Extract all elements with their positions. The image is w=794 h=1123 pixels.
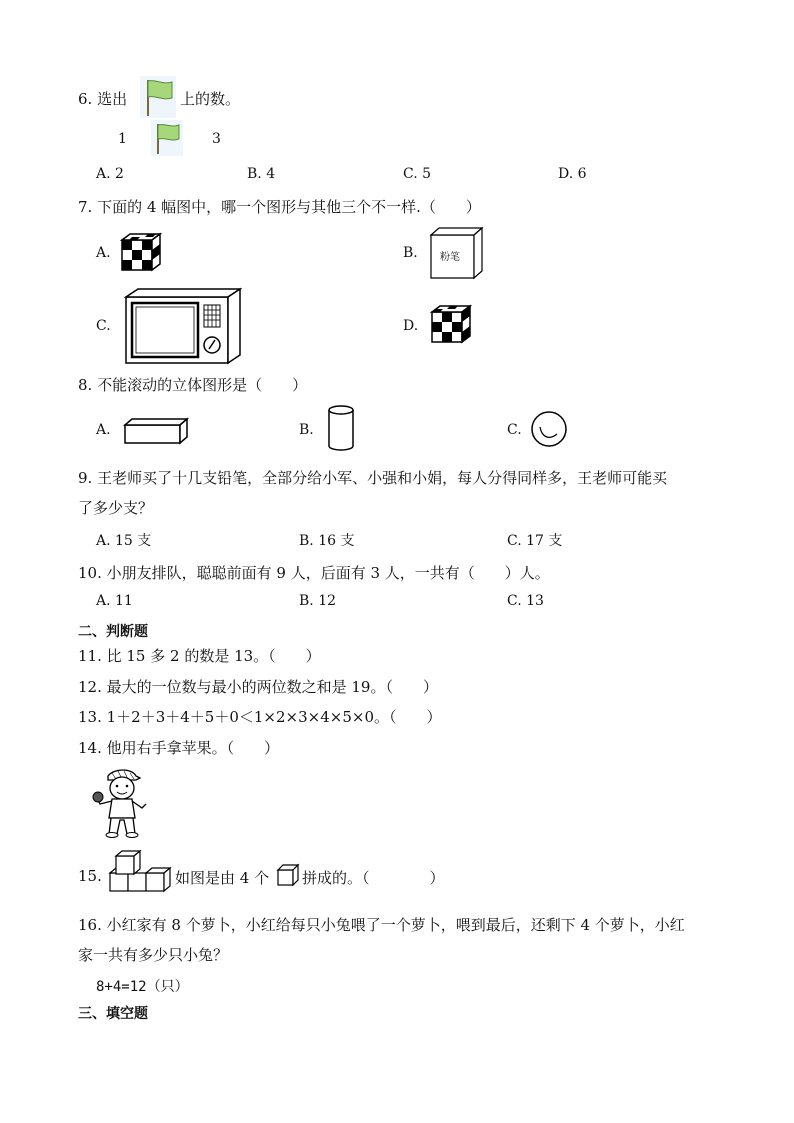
q10-stem: 10. 小朋友排队，聪聪前面有 9 人，后面有 3 人，一共有（ ）人。 [78, 564, 550, 582]
q6-left-number: 1 [118, 131, 127, 147]
rubiks-cube-icon [430, 304, 474, 344]
q10-option-a[interactable]: A. 11 [96, 593, 133, 609]
q7-label-c[interactable]: C. [96, 318, 111, 334]
q9-stem-line2: 了多少支？ [78, 499, 154, 517]
rubiks-cube-icon [120, 232, 164, 272]
q13-stem: 13. 1＋2＋3＋4＋5＋0＜1×2×3×4×5×0。（ ） [78, 708, 442, 726]
q9-option-a[interactable]: A. 15 支 [96, 533, 152, 549]
q14-stem: 14. 他用右手拿苹果。（ ） [78, 739, 280, 757]
q12-stem: 12. 最大的一位数与最小的两位数之和是 19。（ ） [78, 678, 438, 696]
section-heading-judgment: 二、判断题 [78, 624, 148, 640]
q6-option-a[interactable]: A. 2 [96, 166, 124, 182]
q7-stem: 7. 下面的 4 幅图中，哪一个图形与其他三个不一样.（ ） [78, 198, 481, 216]
chalk-box-label: 粉笔 [440, 252, 460, 263]
q8-label-c[interactable]: C. [507, 422, 522, 438]
q7-label-a[interactable]: A. [96, 245, 111, 261]
cubes-figure-icon [108, 853, 174, 893]
flag-icon [140, 76, 176, 118]
q16-stem-line2: 家一共有多少只小兔？ [78, 946, 229, 964]
q8-stem: 8. 不能滚动的立体图形是（ ） [78, 376, 308, 394]
q15-number: 15. [78, 867, 102, 885]
q6-stem-before: 6. 选出 [78, 90, 128, 108]
q10-option-b[interactable]: B. 12 [299, 593, 337, 609]
q7-label-d[interactable]: D. [403, 318, 419, 334]
q16-stem-line1: 16. 小红家有 8 个萝卜，小红给每只小兔喂了一个萝卜，喂到最后，还剩下 4 个萝卜，小红 [78, 916, 685, 934]
q6-option-d[interactable]: D. 6 [558, 166, 587, 182]
q11-stem: 11. 比 15 多 2 的数是 13。（ ） [78, 647, 321, 665]
small-cube-icon [277, 864, 299, 886]
boy-with-apple-illustration [90, 768, 156, 840]
q8-label-a[interactable]: A. [96, 422, 111, 438]
q6-option-b[interactable]: B. 4 [247, 166, 276, 182]
section-heading-fill-in: 三、填空题 [78, 1006, 148, 1022]
q15-stem-end: 拼成的。（ ） [302, 869, 445, 887]
q6-option-c[interactable]: C. 5 [403, 166, 432, 182]
q8-label-b[interactable]: B. [299, 422, 314, 438]
microwave-icon [124, 287, 242, 365]
q15-stem-mid: 如图是由 4 个 [175, 869, 270, 887]
q6-right-number: 3 [212, 131, 221, 147]
q6-stem-after: 上的数。 [180, 90, 241, 108]
cylinder-icon [326, 404, 356, 452]
q9-option-c[interactable]: C. 17 支 [507, 533, 563, 549]
sphere-icon [530, 410, 568, 448]
q16-answer: 8+4=12（只） [96, 979, 189, 995]
q9-option-b[interactable]: B. 16 支 [299, 533, 355, 549]
flag-icon [151, 120, 183, 156]
q10-option-c[interactable]: C. 13 [507, 593, 544, 609]
q7-label-b[interactable]: B. [403, 245, 418, 261]
q9-stem-line1: 9. 王老师买了十几支铅笔，全部分给小军、小强和小娟，每人分得同样多，王老师可能买 [78, 469, 668, 487]
cuboid-icon [124, 418, 188, 444]
